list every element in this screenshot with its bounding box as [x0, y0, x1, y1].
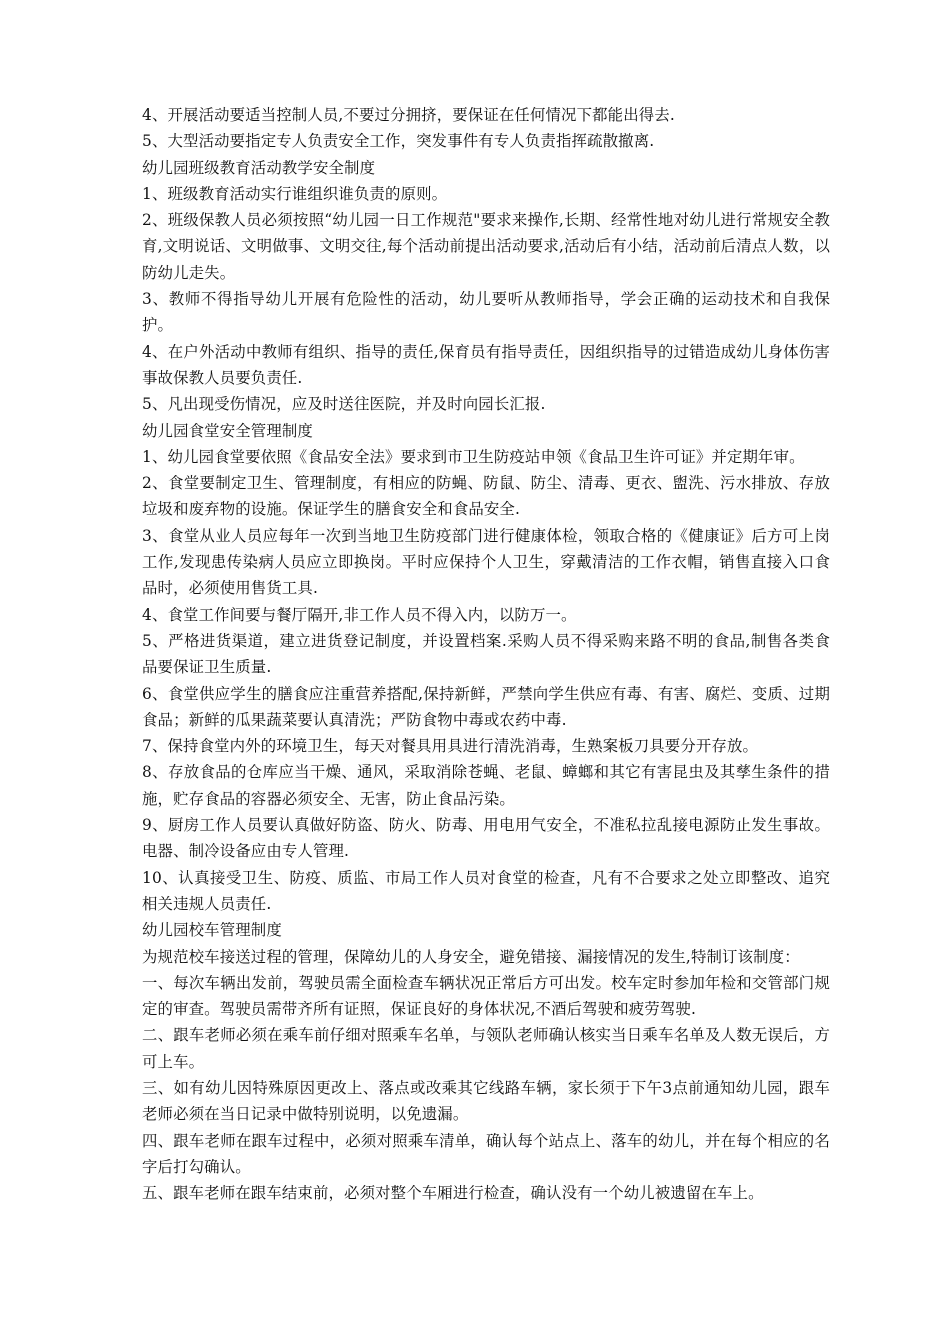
- paragraph: 4、食堂工作间要与餐厅隔开,非工作人员不得入内，以防万一。: [142, 605, 577, 624]
- paragraph: 为规范校车接送过程的管理，保障幼儿的人身安全，避免错接、漏接情况的发生,特制订该制度：: [142, 947, 800, 966]
- paragraph: 5、严格进货渠道，建立进货登记制度，并设置档案.采购人员不得采购来路不明的食品,制售各类食品要保证卫生质量.: [142, 631, 830, 677]
- paragraph: 4、在户外活动中教师有组织、指导的责任,保育员有指导责任，因组织指导的过错造成幼儿身体伤害事故保教人员要负责任.: [142, 342, 830, 387]
- paragraph: 7、保持食堂内外的环境卫生，每天对餐具用具进行清洗消毒，生熟案板刀具要分开存放。: [142, 737, 759, 756]
- paragraph: 三、如有幼儿因特殊原因更改上、落点或改乘其它线路车辆，家长须于下午3点前通知幼儿园，跟车老师必须在当日记录中做特别说明，以免遗漏。: [142, 1078, 830, 1124]
- paragraph: 一、每次车辆出发前，驾驶员需全面检查车辆状况正常后方可出发。校车定时参加年检和交管部门规定的审查。驾驶员需带齐所有证照，保证良好的身体状况,不酒后驾驶和疲劳驾驶.: [142, 973, 830, 1019]
- paragraph: 4、开展活动要适当控制人员,不要过分拥挤，要保证在任何情况下都能出得去.: [142, 106, 675, 124]
- section-heading: 幼儿园食堂安全管理制度: [142, 421, 313, 440]
- paragraph: 3、食堂从业人员应每年一次到当地卫生防疫部门进行健康体检，领取合格的《健康证》后方可上岗工作,发现患传染病人员应立即换岗。平时应保持个人卫生，穿戴清洁的工作衣帽，销售直接入口食品时，必须使用售货工具.: [142, 526, 830, 598]
- paragraph: 四、跟车老师在跟车过程中，必须对照乘车清单，确认每个站点上、落车的幼儿，并在每个相应的名字后打勾确认。: [142, 1131, 830, 1176]
- paragraph: 5、凡出现受伤情况，应及时送往医院，并及时向园长汇报.: [142, 395, 546, 414]
- paragraph: 8、存放食品的仓库应当干燥、通风，采取消除苍蝇、老鼠、蟑螂和其它有害昆虫及其孳生条件的措施，贮存食品的容器必须安全、无害，防止食品污染。: [142, 763, 830, 808]
- section-heading: 幼儿园校车管理制度: [142, 921, 282, 940]
- paragraph: 1、班级教育活动实行谁组织谁负责的原则。: [142, 184, 448, 203]
- paragraph: 五、跟车老师在跟车结束前，必须对整个车厢进行检查，确认没有一个幼儿被遗留在车上。: [142, 1184, 764, 1203]
- paragraph: 10、认真接受卫生、防疫、质监、市局工作人员对食堂的检查，凡有不合要求之处立即整改、追究相关违规人员责任.: [142, 868, 830, 913]
- section-heading: 幼儿园班级教育活动教学安全制度: [142, 158, 376, 177]
- paragraph: 二、跟车老师必须在乘车前仔细对照乘车名单，与领队老师确认核实当日乘车名单及人数无误后，方可上车。: [142, 1026, 830, 1071]
- paragraph: 1、幼儿园食堂要依照《食品安全法》要求到市卫生防疫站申领《食品卫生许可证》并定期年审。: [142, 447, 805, 466]
- paragraph: 9、厨房工作人员要认真做好防盗、防火、防毒、用电用气安全，不准私拉乱接电源防止发生事故。电器、制冷设备应由专人管理.: [142, 816, 830, 861]
- paragraph: 2、食堂要制定卫生、管理制度，有相应的防蝇、防鼠、防尘、清毒、更衣、盥洗、污水排放、存放垃圾和废弃物的设施。保证学生的膳食安全和食品安全.: [142, 474, 830, 519]
- paragraph: 5、大型活动要指定专人负责安全工作，突发事件有专人负责指挥疏散撤离.: [142, 132, 655, 151]
- paragraph: 2、班级保教人员必须按照“幼儿园一日工作规范"要求来操作,长期、经常性地对幼儿进行常规安全教育,文明说话、文明做事、文明交往,每个活动前提出活动要求,活动后有小结，活动前后清点人数，以防幼儿走失。: [142, 211, 830, 282]
- paragraph: 3、教师不得指导幼儿开展有危险性的活动，幼儿要听从教师指导，学会正确的运动技术和自我保护。: [142, 290, 830, 335]
- paragraph: 6、食堂供应学生的膳食应注重营养搭配,保持新鲜，严禁向学生供应有毒、有害、腐烂、变质、过期食品；新鲜的瓜果蔬菜要认真清洗；严防食物中毒或农药中毒.: [142, 684, 830, 729]
- document-body: [142, 102, 830, 1206]
